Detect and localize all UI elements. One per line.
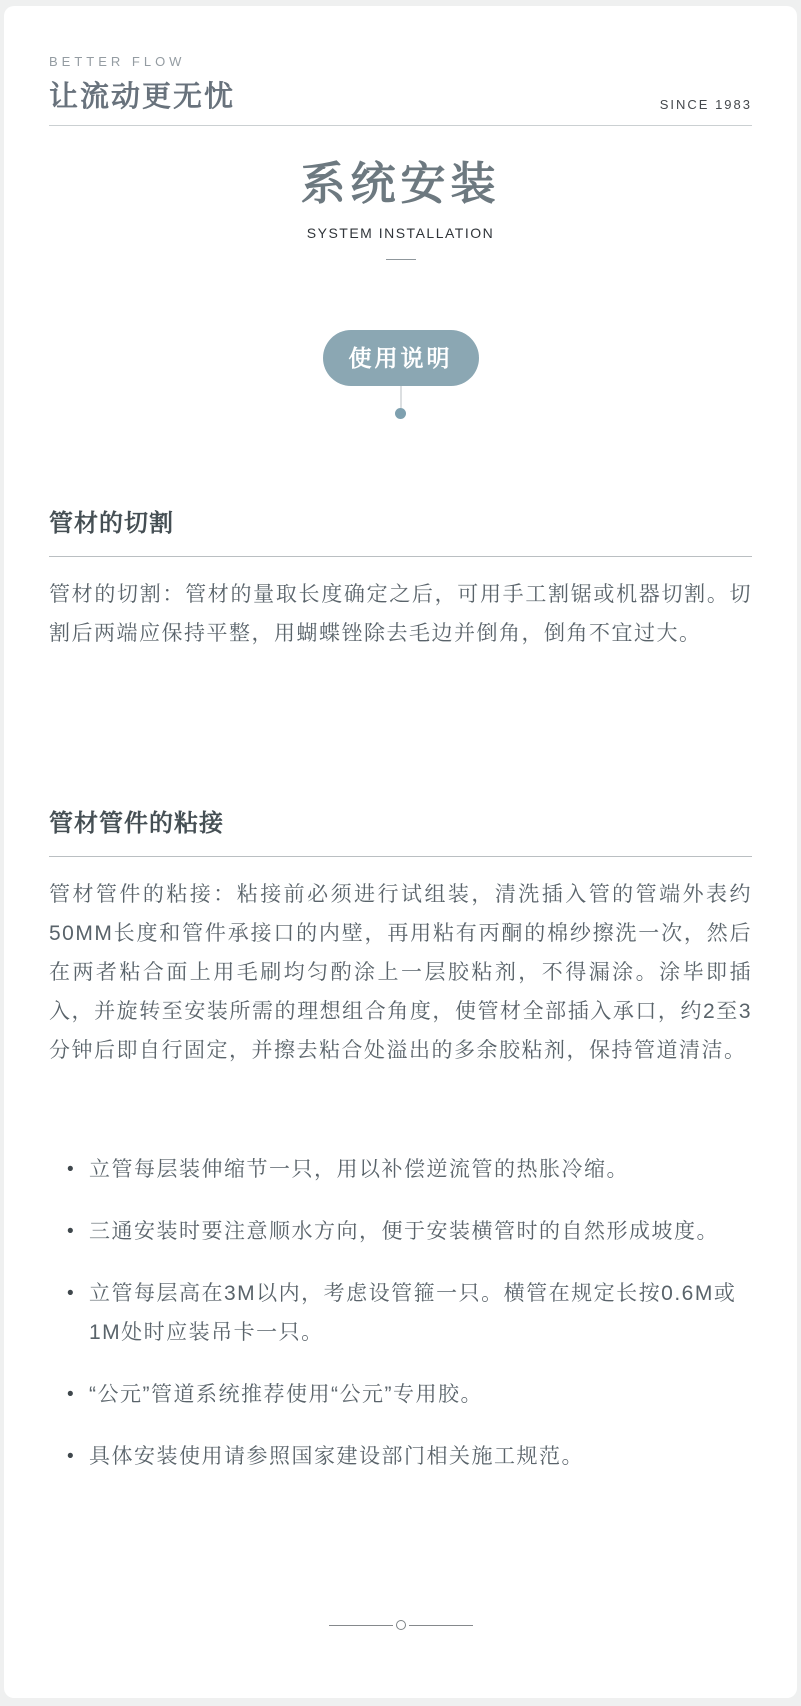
content-card [4, 6, 797, 1698]
bullet-dot: • [67, 1384, 76, 1405]
note-text: 立管每层装伸缩节一只，用以补偿逆流管的热胀冷缩。 [89, 1158, 629, 1181]
usage-badge-block [49, 330, 752, 419]
installation-notes-list [49, 1150, 752, 1476]
note-text: 立管每层高在3M以内，考虑设管箍一只。横管在规定长按0.6M或1M处时应装吊卡一只。 [89, 1282, 737, 1344]
footer-line-right [409, 1625, 473, 1626]
note-text: 具体安装使用请参照国家建设部门相关施工规范。 [89, 1445, 584, 1468]
note-text: 三通安装时要注意顺水方向，便于安装横管时的自然形成坡度。 [89, 1220, 719, 1243]
brand-tagline: BETTER FLOW [49, 54, 186, 69]
page-title: 系统安装 [300, 158, 501, 209]
section-body: 管材的切割：管材的量取长度确定之后，可用手工割锯或机器切割。切割后两端应保持平整，用蝴蝶锉除去毛边并倒角，倒角不宜过大。 [49, 583, 752, 645]
brand-logo: 让流动更无忧 [49, 81, 236, 113]
usage-badge: 使用说明 [323, 330, 479, 386]
since-label: SINCE 1983 [659, 97, 752, 112]
hero-title-block [49, 147, 752, 260]
section-heading: 管材管件的粘接 [49, 803, 752, 857]
page-subtitle: SYSTEM INSTALLATION [306, 225, 495, 241]
list-item [67, 1375, 752, 1414]
list-item [67, 1150, 752, 1189]
list-item [67, 1437, 752, 1476]
note-text: “公元”管道系统推荐使用“公元”专用胶。 [89, 1383, 483, 1406]
list-item [67, 1274, 752, 1352]
badge-connector-dot [395, 408, 406, 419]
bullet-dot: • [67, 1221, 76, 1242]
badge-connector-line [400, 386, 402, 408]
section-pipe-cutting [49, 503, 752, 653]
bullet-dot: • [67, 1446, 76, 1467]
page-footer-ornament [4, 1620, 797, 1630]
page-header [49, 6, 752, 126]
title-divider [386, 259, 416, 260]
bullet-dot: • [67, 1283, 76, 1304]
list-item [67, 1212, 752, 1251]
section-heading: 管材的切割 [49, 503, 752, 557]
footer-line-left [329, 1625, 393, 1626]
footer-circle-icon [396, 1620, 406, 1630]
section-pipe-bonding [49, 803, 752, 1070]
section-body: 管材管件的粘接：粘接前必须进行试组装，清洗插入管的管端外表约50MM长度和管件承接口的内壁，再用粘有丙酮的棉纱擦洗一次，然后在两者粘合面上用毛刷均匀酌涂上一层胶粘剂，不得漏涂。涂毕即插入，并旋转至安装所需的理想组合角度，使管材全部插入承口，约2至3分钟后即自行固定，并擦去粘合处溢出的多余胶粘剂，保持管道清洁。 [49, 883, 752, 1062]
brand-block [49, 54, 235, 115]
bullet-dot: • [67, 1159, 76, 1180]
